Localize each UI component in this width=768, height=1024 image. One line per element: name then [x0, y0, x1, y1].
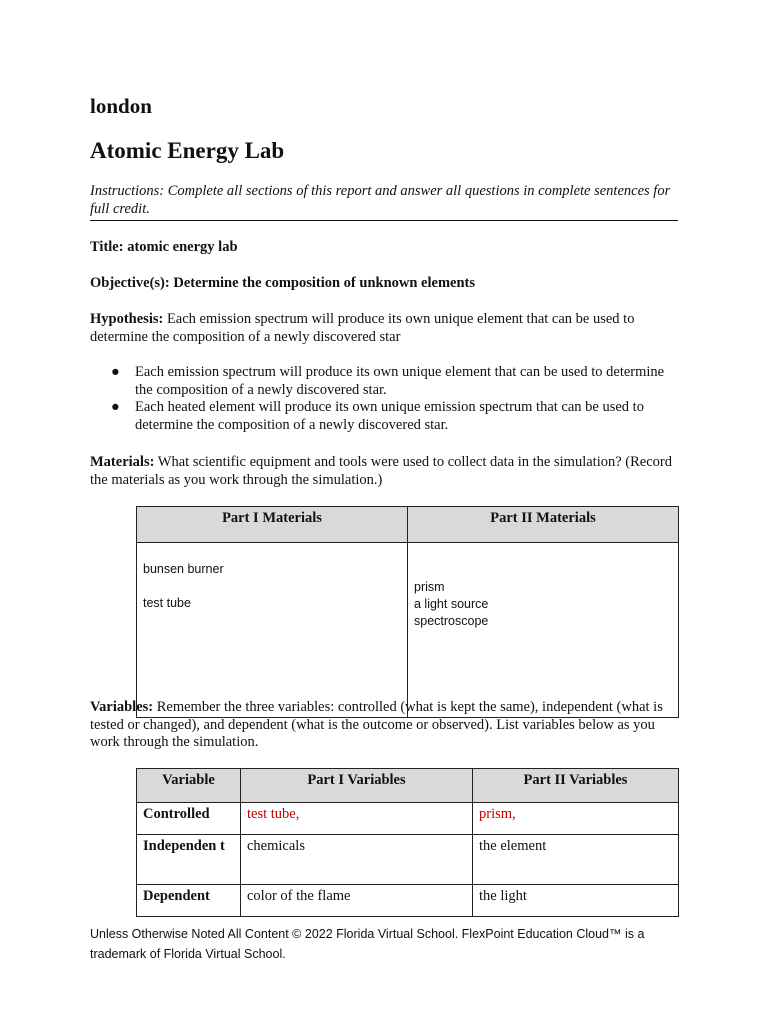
materials-paragraph: [90, 454, 678, 489]
list-item: [90, 364, 678, 399]
material-item: bunsen burner: [143, 562, 224, 576]
table-header-row: [137, 507, 679, 543]
part1-variable-cell: chemicals: [241, 835, 473, 885]
column-header: Part I Variables: [241, 769, 473, 803]
part1-variable-cell: test tube,: [241, 803, 473, 835]
table-row: [137, 835, 679, 885]
table-row: [137, 885, 679, 917]
title-line: [90, 239, 678, 257]
part2-variable-cell: prism,: [473, 803, 679, 835]
variable-name-cell: Controlled: [137, 803, 241, 835]
materials-value: What scientific equipment and tools were used to collect data in the simulation? (Record the materials as you work through the simulation.): [90, 454, 672, 488]
objective-value: Determine the composition of unknown elements: [173, 275, 476, 291]
list-item-text: Each heated element will produce its own unique emission spectrum that can be used to determine the composition of a newly discovered star.: [135, 399, 644, 433]
variables-label: Variables:: [90, 699, 154, 715]
part1-materials-cell: [137, 543, 408, 718]
material-item: a light source: [414, 597, 489, 611]
materials-label: Materials:: [90, 454, 155, 470]
variable-name-cell: Dependent: [137, 885, 241, 917]
bullet-icon: ●: [111, 364, 120, 380]
material-item: spectroscope: [414, 614, 489, 628]
lab-title: Atomic Energy Lab: [90, 138, 285, 163]
hypothesis-value: Each emission spectrum will produce its own unique element that can be used to determine the composition of a newly discovered star: [90, 311, 635, 345]
table-row: [137, 803, 679, 835]
title-label: Title:: [90, 239, 124, 255]
column-header: Part II Variables: [473, 769, 679, 803]
hypothesis-bullet-list: [90, 364, 678, 434]
student-name: london: [90, 94, 152, 118]
part2-materials-cell: [408, 543, 679, 718]
column-header: Part I Materials: [137, 507, 408, 543]
column-header: Variable: [137, 769, 241, 803]
material-item: test tube: [143, 596, 191, 610]
part1-variable-cell: color of the flame: [241, 885, 473, 917]
part2-variable-cell: the element: [473, 835, 679, 885]
hypothesis-label: Hypothesis:: [90, 311, 164, 327]
variable-name-cell: Independen t: [137, 835, 241, 885]
variables-paragraph: [90, 699, 678, 752]
page-footer: Unless Otherwise Noted All Content © 2022 Florida Virtual School. FlexPoint Education Cloud™ is a trademark of Florida Virtual School.: [90, 927, 645, 961]
variables-table: [136, 768, 679, 917]
bullet-icon: ●: [111, 399, 120, 415]
material-spacer: [143, 578, 401, 595]
column-header: Part II Materials: [408, 507, 679, 543]
table-row: [137, 543, 679, 718]
hypothesis-paragraph: [90, 311, 678, 346]
part2-variable-cell: the light: [473, 885, 679, 917]
material-item: prism: [414, 580, 445, 594]
list-item: [90, 399, 678, 434]
variables-value: Remember the three variables: controlled (what is kept the same), independent (what is tested or changed), and dependent (what is the outcome or observed). List variables below as you work through the simulation.: [90, 699, 663, 750]
objective-label: Objective(s):: [90, 275, 170, 291]
title-value: atomic energy lab: [127, 239, 238, 255]
table-header-row: [137, 769, 679, 803]
instructions: Instructions: Complete all sections of this report and answer all questions in complete sentences for full credit.: [90, 182, 678, 221]
materials-table: [136, 506, 679, 718]
list-item-text: Each emission spectrum will produce its own unique element that can be used to determine the composition of a newly discovered star.: [135, 364, 665, 398]
objective-line: [90, 275, 678, 293]
